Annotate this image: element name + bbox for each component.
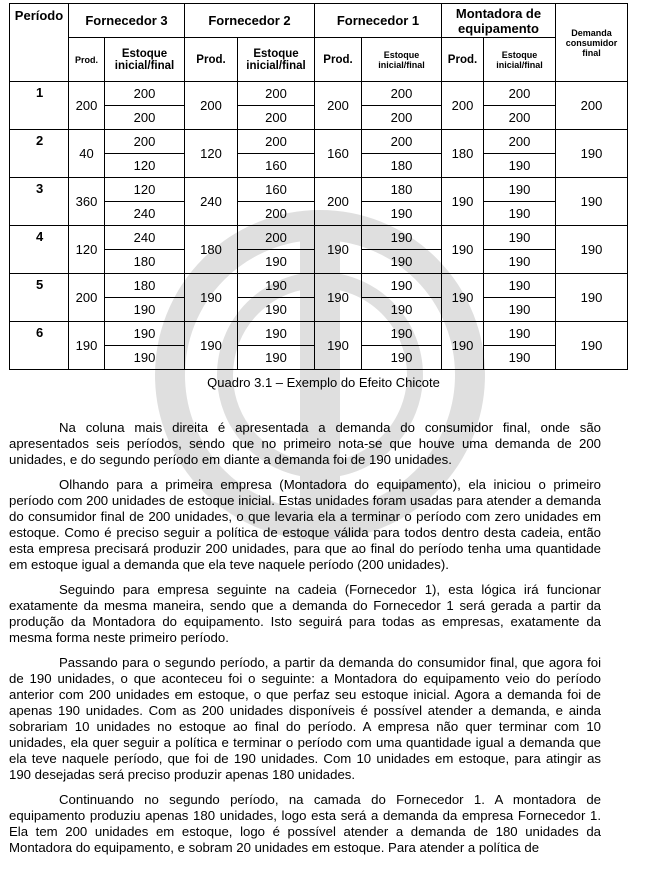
body-text [9,420,601,865]
stock-final-cell: 190 [484,298,556,322]
paragraph: Seguindo para empresa seguinte na cadeia (Fornecedor 1), esta lógica irá funcionar exatamente da mesma maneira, sendo que a demanda do Fornecedor 1 será gerada a partir da produção da Montadora do equipamento. Isto seguirá para todas as empresas, exatamente da mesma forma neste primeiro período. [9,582,601,645]
stock-initial-cell: 200 [238,130,315,154]
stock-initial-cell: 180 [105,274,185,298]
stock-final-cell: 190 [484,250,556,274]
prod-cell: 40 [69,130,105,178]
stock-initial-cell: 200 [362,82,442,106]
stock-initial-cell: 160 [238,178,315,202]
prod-cell: 190 [315,274,362,322]
table-caption: Quadro 3.1 – Exemplo do Efeito Chicote [207,375,440,390]
prod-cell: 190 [185,274,238,322]
prod-cell: 200 [185,82,238,130]
prod-cell: 190 [315,226,362,274]
demand-cell: 190 [556,130,628,178]
stock-final-cell: 190 [362,250,442,274]
bullwhip-table [9,3,628,370]
prod-cell: 190 [442,274,484,322]
stock-final-cell: 190 [105,298,185,322]
stock-initial-cell: 190 [362,274,442,298]
demand-cell: 190 [556,226,628,274]
header-prod: Prod. [442,38,484,82]
stock-final-cell: 200 [362,106,442,130]
period-cell: 1 [10,82,69,130]
stock-final-cell: 190 [105,346,185,370]
prod-cell: 200 [442,82,484,130]
table-row [10,82,628,106]
prod-cell: 190 [69,322,105,370]
header-supplier-3: Fornecedor 3 [69,4,185,38]
stock-initial-cell: 200 [238,226,315,250]
stock-initial-cell: 200 [362,130,442,154]
header-final-demand: Demanda consumidor final [556,4,628,82]
prod-cell: 200 [315,178,362,226]
stock-final-cell: 120 [105,154,185,178]
stock-initial-cell: 200 [484,82,556,106]
stock-initial-cell: 190 [362,322,442,346]
stock-final-cell: 190 [362,346,442,370]
period-cell: 4 [10,226,69,274]
prod-cell: 200 [69,82,105,130]
prod-cell: 180 [185,226,238,274]
header-prod: Prod. [185,38,238,82]
period-cell: 3 [10,178,69,226]
header-supplier-1: Fornecedor 1 [315,4,442,38]
stock-initial-cell: 190 [484,226,556,250]
demand-cell: 200 [556,82,628,130]
table-row [10,130,628,154]
prod-cell: 120 [69,226,105,274]
prod-cell: 180 [442,130,484,178]
table-row [10,322,628,346]
stock-final-cell: 190 [362,298,442,322]
header-stock: Estoque inicial/final [238,38,315,82]
table-row [10,226,628,250]
header-assembler: Montadora de equipamento [442,4,556,38]
demand-cell: 190 [556,178,628,226]
stock-final-cell: 190 [484,346,556,370]
stock-final-cell: 200 [238,202,315,226]
header-prod: Prod. [315,38,362,82]
stock-initial-cell: 190 [484,274,556,298]
stock-initial-cell: 190 [362,226,442,250]
stock-final-cell: 160 [238,154,315,178]
paragraph: Olhando para a primeira empresa (Montadora do equipamento), ela iniciou o primeiro período com 200 unidades de estoque inicial. Estas unidades foram usadas para atender a demanda do consumidor final de 200 unidades, o que levaria ela a terminar o período com zero unidades em estoque. Como é preciso seguir a política de estoque válida para todos dentro desta cadeia, então esta empresa precisará produzir 200 unidades, para que ao final do período tenha uma quantidade em estoque igual a demanda que ela teve naquele período (200 unidades). [9,477,601,572]
header-period: Período [10,4,69,82]
header-stock: Estoque inicial/final [362,38,442,82]
header-prod: Prod. [69,38,105,82]
prod-cell: 190 [442,322,484,370]
stock-final-cell: 180 [362,154,442,178]
stock-initial-cell: 200 [105,130,185,154]
table-row [10,178,628,202]
stock-final-cell: 190 [238,346,315,370]
stock-final-cell: 200 [484,106,556,130]
stock-final-cell: 190 [484,202,556,226]
prod-cell: 190 [442,226,484,274]
period-cell: 2 [10,130,69,178]
prod-cell: 160 [315,130,362,178]
stock-initial-cell: 200 [105,82,185,106]
stock-initial-cell: 120 [105,178,185,202]
stock-final-cell: 190 [484,154,556,178]
header-stock: Estoque inicial/final [484,38,556,82]
stock-final-cell: 200 [238,106,315,130]
stock-final-cell: 190 [238,298,315,322]
prod-cell: 360 [69,178,105,226]
stock-initial-cell: 190 [238,274,315,298]
prod-cell: 200 [69,274,105,322]
table-body [10,82,628,370]
header-stock: Estoque inicial/final [105,38,185,82]
period-cell: 5 [10,274,69,322]
stock-initial-cell: 190 [484,322,556,346]
stock-initial-cell: 200 [484,130,556,154]
paragraph: Continuando no segundo período, na camada do Fornecedor 1. A montadora de equipamento produziu apenas 180 unidades, logo esta será a demanda da empresa Fornecedor 1. Ela tem 200 unidades em estoque, logo é possível atender a demanda de 180 unidades da Montadora do equipamento, e sobram 20 unidades em estoque. Para atender a política de [9,792,601,855]
stock-initial-cell: 180 [362,178,442,202]
prod-cell: 240 [185,178,238,226]
stock-final-cell: 240 [105,202,185,226]
paragraph: Passando para o segundo período, a partir da demanda do consumidor final, que agora foi de 190 unidades, o que aconteceu foi o seguinte: a Montadora do equipamento veio do período anterior com 200 unidades em estoque, o que perfaz seu estoque inicial. Agora a demanda foi de apenas 190 unidades. Com as 200 unidades disponíveis é possível atender a demanda, e ainda sobrariam 10 unidades no estoque ao final do período. A empresa não quer terminar com 10 unidades, ela quer seguir a política e terminar o período com uma quantidade igual a demanda que ela teve naquele período, que foi de 190 unidades. Com 10 unidades em estoque, para atingir as 190 desejadas será preciso produzir apenas 180 unidades. [9,655,601,782]
stock-initial-cell: 200 [238,82,315,106]
stock-initial-cell: 240 [105,226,185,250]
stock-final-cell: 180 [105,250,185,274]
header-supplier-2: Fornecedor 2 [185,4,315,38]
stock-final-cell: 200 [105,106,185,130]
prod-cell: 190 [315,322,362,370]
demand-cell: 190 [556,322,628,370]
stock-final-cell: 190 [238,250,315,274]
stock-final-cell: 190 [362,202,442,226]
stock-initial-cell: 190 [105,322,185,346]
prod-cell: 120 [185,130,238,178]
period-cell: 6 [10,322,69,370]
demand-cell: 190 [556,274,628,322]
prod-cell: 190 [442,178,484,226]
stock-initial-cell: 190 [238,322,315,346]
prod-cell: 190 [185,322,238,370]
prod-cell: 200 [315,82,362,130]
stock-initial-cell: 190 [484,178,556,202]
table-row [10,274,628,298]
paragraph: Na coluna mais direita é apresentada a demanda do consumidor final, onde são apresentados seis períodos, sendo que no primeiro nota-se que houve uma demanda de 200 unidades, e do segundo período em diante a demanda foi de 190 unidades. [9,420,601,467]
